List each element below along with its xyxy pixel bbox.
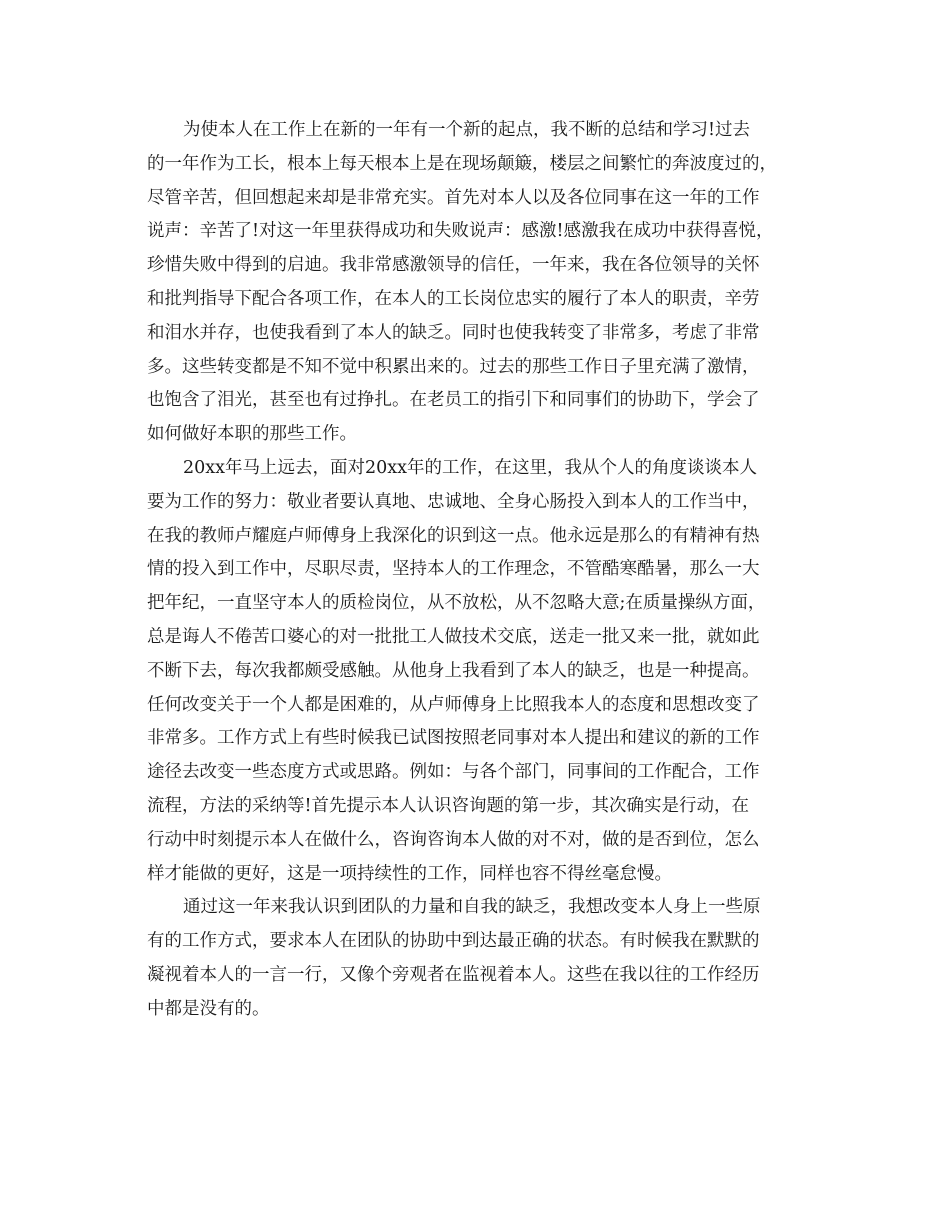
text-line: 说声：辛苦了!对这一年里获得成功和失败说声：感激!感激我在成功中获得喜悦， bbox=[147, 221, 774, 242]
text-line: 样才能做的更好，这是一项持续性的工作，同样也容不得丝毫怠慢。 bbox=[147, 863, 672, 884]
paragraph-2 bbox=[147, 452, 807, 891]
text-line: 的一年作为工长，根本上每天根本上是在现场颠簸，楼层之间繁忙的奔波度过的， bbox=[147, 153, 777, 174]
text-line: 任何改变关于一个人都是困难的，从卢师傅身上比照我本人的态度和思想改变了 bbox=[147, 694, 760, 715]
paragraph-3 bbox=[147, 891, 807, 1026]
text-line: 途径去改变一些态度方式或思路。例如：与各个部门，同事间的工作配合，工作 bbox=[147, 762, 760, 783]
text-line: 通过这一年来我认识到团队的力量和自我的缺乏，我想改变本人身上一些原 bbox=[183, 897, 761, 918]
text-line: 在我的教师卢耀庭卢师傅身上我深化的识到这一点。他永远是那么的有精神有热 bbox=[147, 525, 760, 546]
text-line: 非常多。工作方式上有些时候我已试图按照老同事对本人提出和建议的新的工作 bbox=[147, 728, 760, 749]
text-line: 情的投入到工作中，尽职尽责，坚持本人的工作理念，不管酷寒酷暑，那么一大 bbox=[147, 559, 760, 580]
text-line: 凝视着本人的一言一行，又像个旁观者在监视着本人。这些在我以往的工作经历 bbox=[147, 964, 760, 985]
text-line: 把年纪，一直坚守本人的质检岗位，从不放松，从不忽略大意;在质量操纵方面， bbox=[147, 593, 766, 614]
text-line: 要为工作的努力：敬业者要认真地、忠诚地、全身心肠投入到本人的工作当中， bbox=[147, 491, 760, 512]
text-line: 珍惜失败中得到的启迪。我非常感激领导的信任，一年来，我在各位领导的关怀 bbox=[147, 255, 760, 276]
text-line: 和泪水并存，也使我看到了本人的缺乏。同时也使我转变了非常多，考虑了非常 bbox=[147, 322, 760, 343]
text-line: 不断下去，每次我都颇受感触。从他身上我看到了本人的缺乏，也是一种提高。 bbox=[147, 660, 760, 681]
text-line: 中都是没有的。 bbox=[147, 998, 270, 1019]
text-line: 也饱含了泪光，甚至也有过挣扎。在老员工的指引下和同事们的协助下，学会了 bbox=[147, 390, 760, 411]
text-line: 尽管辛苦，但回想起来却是非常充实。首先对本人以及各位同事在这一年的工作 bbox=[147, 187, 760, 208]
text-line: 总是诲人不倦苦口婆心的对一批批工人做技术交底，送走一批又来一批，就如此 bbox=[147, 626, 760, 647]
text-line: 有的工作方式，要求本人在团队的协助中到达最正确的状态。有时候我在默默的 bbox=[147, 931, 760, 952]
text-line: 流程，方法的采纳等!首先提示本人认识咨询题的第一步，其次确实是行动，在 bbox=[147, 795, 750, 816]
document-body bbox=[147, 114, 807, 1027]
text-line: 为使本人在工作上在新的一年有一个新的起点，我不断的总结和学习!过去 bbox=[183, 120, 751, 140]
text-line: 和批判指导下配合各项工作，在本人的工长岗位忠实的履行了本人的职责，辛劳 bbox=[147, 288, 760, 309]
text-line: 行动中时刻提示本人在做什么，咨询咨询本人做的对不对，做的是否到位，怎么 bbox=[147, 829, 760, 850]
text-line: 20xx年马上远去，面对20xx年的工作，在这里，我从个人的角度谈谈本人 bbox=[183, 457, 758, 478]
text-line: 如何做好本职的那些工作。 bbox=[147, 424, 357, 445]
text-line: 多。这些转变都是不知不觉中积累出来的。过去的那些工作日子里充满了激情， bbox=[147, 356, 760, 377]
paragraph-1 bbox=[147, 114, 807, 452]
